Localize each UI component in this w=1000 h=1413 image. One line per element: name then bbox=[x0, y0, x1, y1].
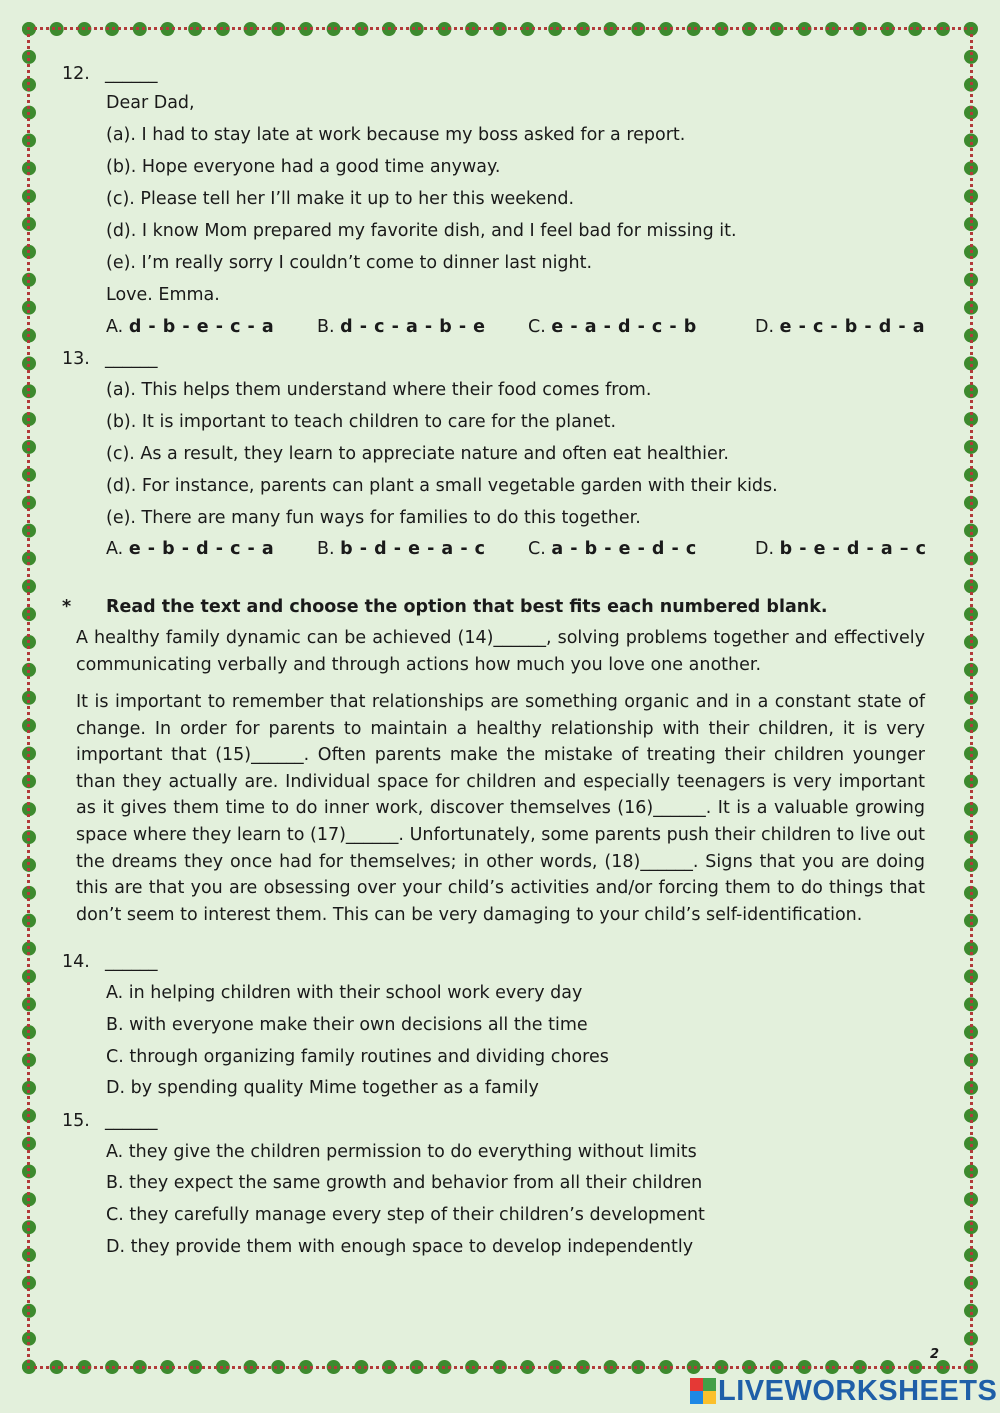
q12-line-a: (a). I had to stay late at work because my boss asked for a report. bbox=[106, 125, 686, 145]
q15-option-d[interactable]: D. they provide them with enough space to develop independently bbox=[106, 1237, 694, 1257]
q13-line-c: (c). As a result, they learn to appreciate nature and often eat healthier. bbox=[106, 444, 729, 464]
q14-option-a[interactable]: A. in helping children with their school work every day bbox=[106, 983, 583, 1003]
q14-option-d[interactable]: D. by spending quality Mime together as a family bbox=[106, 1078, 539, 1098]
q14-number: 14. bbox=[62, 952, 90, 972]
instruction-text: Read the text and choose the option that best fits each numbered blank. bbox=[106, 597, 828, 617]
q12-option-a[interactable]: A. d - b - e - c - a bbox=[106, 317, 275, 337]
q15-answer-blank[interactable]: ______ bbox=[105, 1111, 158, 1131]
q12-line-e: (e). I’m really sorry I couldn’t come to dinner last night. bbox=[106, 253, 593, 273]
logo-square-1 bbox=[690, 1378, 703, 1391]
liveworksheets-wordmark: LIVEWORKSHEETS bbox=[718, 1375, 998, 1407]
q15-option-b[interactable]: B. they expect the same growth and behavior from all their children bbox=[106, 1173, 703, 1193]
q12-greeting: Dear Dad, bbox=[106, 93, 195, 113]
liveworksheets-logo[interactable] bbox=[690, 1374, 998, 1408]
logo-square-3 bbox=[690, 1391, 703, 1404]
q13-line-d: (d). For instance, parents can plant a small vegetable garden with their kids. bbox=[106, 476, 778, 496]
q15-number: 15. bbox=[62, 1111, 90, 1131]
liveworksheets-mark-icon bbox=[690, 1378, 716, 1404]
q13-answer-blank[interactable]: ______ bbox=[105, 349, 158, 369]
q15-option-a[interactable]: A. they give the children permission to do everything without limits bbox=[106, 1142, 697, 1162]
q12-answer-blank[interactable]: ______ bbox=[105, 64, 158, 84]
page-number: 2 bbox=[930, 1347, 940, 1362]
passage-paragraph-2: It is important to remember that relationships are something organic and in a constant state of change. In order for parents to maintain a healthy relationship with their children, it is very important that (15)______. Often parents make the mistake of treating their children younger than they actually are. Individual space for children and especially teenagers is very important as it gives them time to do inner work, discover themselves (16)______. It is a valuable growing space where they learn to (17)______. Unfortunately, some parents push their children to live out the dreams they once had for themselves; in other words, (18)______. Signs that you are doing this are that you are obsessing over your child’s activities and/or forcing them to do things that don’t seem to interest them. This can be very damaging to your child’s self-identification. bbox=[76, 692, 925, 925]
q14-answer-blank[interactable]: ______ bbox=[105, 952, 158, 972]
passage-paragraph-1: A healthy family dynamic can be achieved (14)______, solving problems together and effectively communicating verbally and through actions how much you love one another. bbox=[76, 628, 925, 675]
q13-line-b: (b). It is important to teach children to care for the planet. bbox=[106, 412, 617, 432]
q12-closing: Love. Emma. bbox=[106, 285, 220, 305]
q15-option-c[interactable]: C. they carefully manage every step of their children’s development bbox=[106, 1205, 705, 1225]
q12-option-d[interactable]: D. e - c - b - d - a bbox=[755, 317, 926, 337]
q13-option-d[interactable]: D. b - e - d - a – c bbox=[755, 539, 927, 559]
q12-line-d: (d). I know Mom prepared my favorite dish, and I feel bad for missing it. bbox=[106, 221, 737, 241]
q14-option-c[interactable]: C. through organizing family routines and dividing chores bbox=[106, 1047, 609, 1067]
instruction-bullet: * bbox=[62, 597, 72, 617]
q13-number: 13. bbox=[62, 349, 90, 369]
logo-square-2 bbox=[703, 1378, 716, 1391]
q13-option-c[interactable]: C. a - b - e - d - c bbox=[528, 539, 697, 559]
q12-option-c[interactable]: C. e - a - d - c - b bbox=[528, 317, 697, 337]
q12-line-b: (b). Hope everyone had a good time anyway. bbox=[106, 157, 501, 177]
q14-option-b[interactable]: B. with everyone make their own decisions all the time bbox=[106, 1015, 588, 1035]
section-instruction bbox=[62, 596, 828, 618]
q13-line-a: (a). This helps them understand where their food comes from. bbox=[106, 380, 652, 400]
q13-option-a[interactable]: A. e - b - d - c - a bbox=[106, 539, 275, 559]
q12-number: 12. bbox=[62, 64, 90, 84]
q12-option-b[interactable]: B. d - c - a - b - e bbox=[317, 317, 486, 337]
q12-line-c: (c). Please tell her I’ll make it up to her this weekend. bbox=[106, 189, 575, 209]
q13-option-b[interactable]: B. b - d - e - a - c bbox=[317, 539, 486, 559]
logo-square-4 bbox=[703, 1391, 716, 1404]
q13-line-e: (e). There are many fun ways for families to do this together. bbox=[106, 508, 641, 528]
